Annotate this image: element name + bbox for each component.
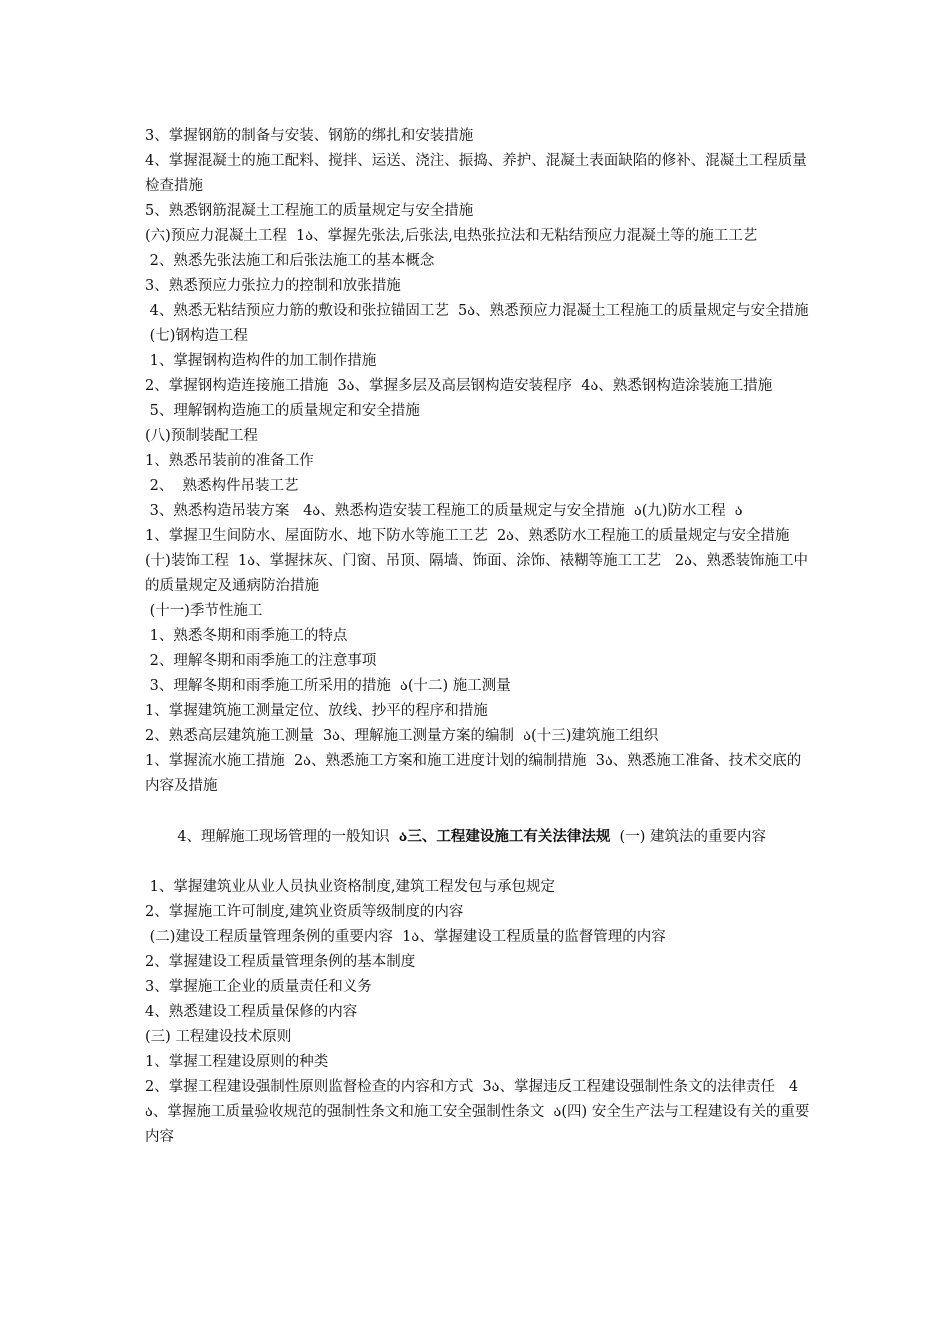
text-line: 3、熟悉构造吊装方案 4ა、熟悉构造安装工程施工的质量规定与安全措施 ა(九)防水工程 ა	[145, 503, 743, 519]
text-line: 2、 熟悉构件吊装工艺	[145, 478, 299, 494]
text-line: (六)预应力混凝土工程 1ა、掌握先张法,后张法,电热张拉法和无粘结预应力混凝土等的施工工艺	[145, 228, 758, 244]
section-three-heading: ა三、工程建设施工有关法律法规	[398, 828, 611, 845]
text-line: 2、熟悉先张法施工和后张法施工的基本概念	[145, 253, 435, 269]
text-line: 5、熟悉钢筋混凝土工程施工的质量规定与安全措施	[145, 203, 474, 219]
line-list-top	[145, 124, 813, 799]
text-line: 2、掌握施工许可制度,建筑业资质等级制度的内容	[145, 904, 464, 920]
text-line: 3、熟悉预应力张拉力的控制和放张措施	[145, 278, 401, 294]
line-section-three-before: 4、理解施工现场管理的一般知识	[172, 829, 399, 845]
text-line: 3、掌握施工企业的质量责任和义务	[145, 979, 372, 995]
line-section-three-after: (一) 建筑法的重要内容	[610, 829, 766, 845]
text-line: (八)预制装配工程	[145, 428, 258, 444]
text-line: 2、掌握工程建设强制性原则监督检查的内容和方式 3ა、掌握违反工程建设强制性条文的法律责任 4ა、掌握施工质量验收规范的强制性条文和施工安全强制性条文 ა(四) 安全生产法与工程建设有关的重要内容	[145, 1079, 810, 1145]
text-line: 5、理解钢构造施工的质量规定和安全措施	[145, 403, 420, 419]
text-line: 2、理解冬期和雨季施工的注意事项	[145, 653, 377, 669]
text-line: (二)建设工程质量管理条例的重要内容 1ა、掌握建设工程质量的监督管理的内容	[145, 929, 666, 945]
text-line: 2、熟悉高层建筑施工测量 3ა、理解施工测量方案的编制 ა(十三)建筑施工组织	[145, 728, 659, 744]
text-line: 1、掌握工程建设原则的种类	[145, 1054, 329, 1070]
text-line: 1、掌握建筑业从业人员执业资格制度,建筑工程发包与承包规定	[145, 879, 555, 895]
text-line: 3、理解冬期和雨季施工所采用的措施 ა(十二) 施工测量	[145, 678, 511, 694]
text-line: 1、掌握钢构造构件的加工制作措施	[145, 353, 377, 369]
text-line: (十)装饰工程 1ა、掌握抹灰、门窗、吊顶、隔墙、饰面、涂饰、裱糊等施工工艺 2ა、熟悉装饰施工中的质量规定及通病防治措施	[145, 553, 808, 594]
line-section-three	[145, 799, 813, 875]
text-line: 1、掌握流水施工措施 2ა、熟悉施工方案和施工进度计划的编制措施 3ა、熟悉施工准备、技术交底的内容及措施	[145, 753, 802, 794]
text-line: (十一)季节性施工	[145, 603, 263, 619]
text-line: 1、熟悉吊装前的准备工作	[145, 453, 314, 469]
text-line: 1、熟悉冬期和雨季施工的特点	[145, 628, 348, 644]
text-line: 4、熟悉无粘结预应力筋的敷设和张拉锚固工艺 5ა、熟悉预应力混凝土工程施工的质量规定与安全措施	[145, 303, 809, 319]
text-line: (三) 工程建设技术原则	[145, 1029, 292, 1045]
text-line: 4、熟悉建设工程质量保修的内容	[145, 1004, 358, 1020]
text-line: 1、掌握建筑施工测量定位、放线、抄平的程序和措施	[145, 703, 488, 719]
text-line: 2、掌握钢构造连接施工措施 3ა、掌握多层及高层钢构造安装程序 4ა、熟悉钢构造涂装施工措施	[145, 378, 773, 394]
text-line: 4、掌握混凝土的施工配料、搅拌、运送、浇注、振捣、养护、混凝土表面缺陷的修补、混凝土工程质量检查措施	[145, 153, 807, 194]
document-body	[145, 124, 813, 1150]
text-line: (七)钢构造工程	[145, 328, 248, 344]
text-line: 3、掌握钢筋的制备与安装、钢筋的绑扎和安装措施	[145, 128, 474, 144]
text-line: 1、掌握卫生间防水、屋面防水、地下防水等施工工艺 2ა、熟悉防水工程施工的质量规定与安全措施	[145, 528, 790, 544]
line-list-bottom	[145, 875, 813, 1150]
text-line: 2、掌握建设工程质量管理条例的基本制度	[145, 954, 416, 970]
